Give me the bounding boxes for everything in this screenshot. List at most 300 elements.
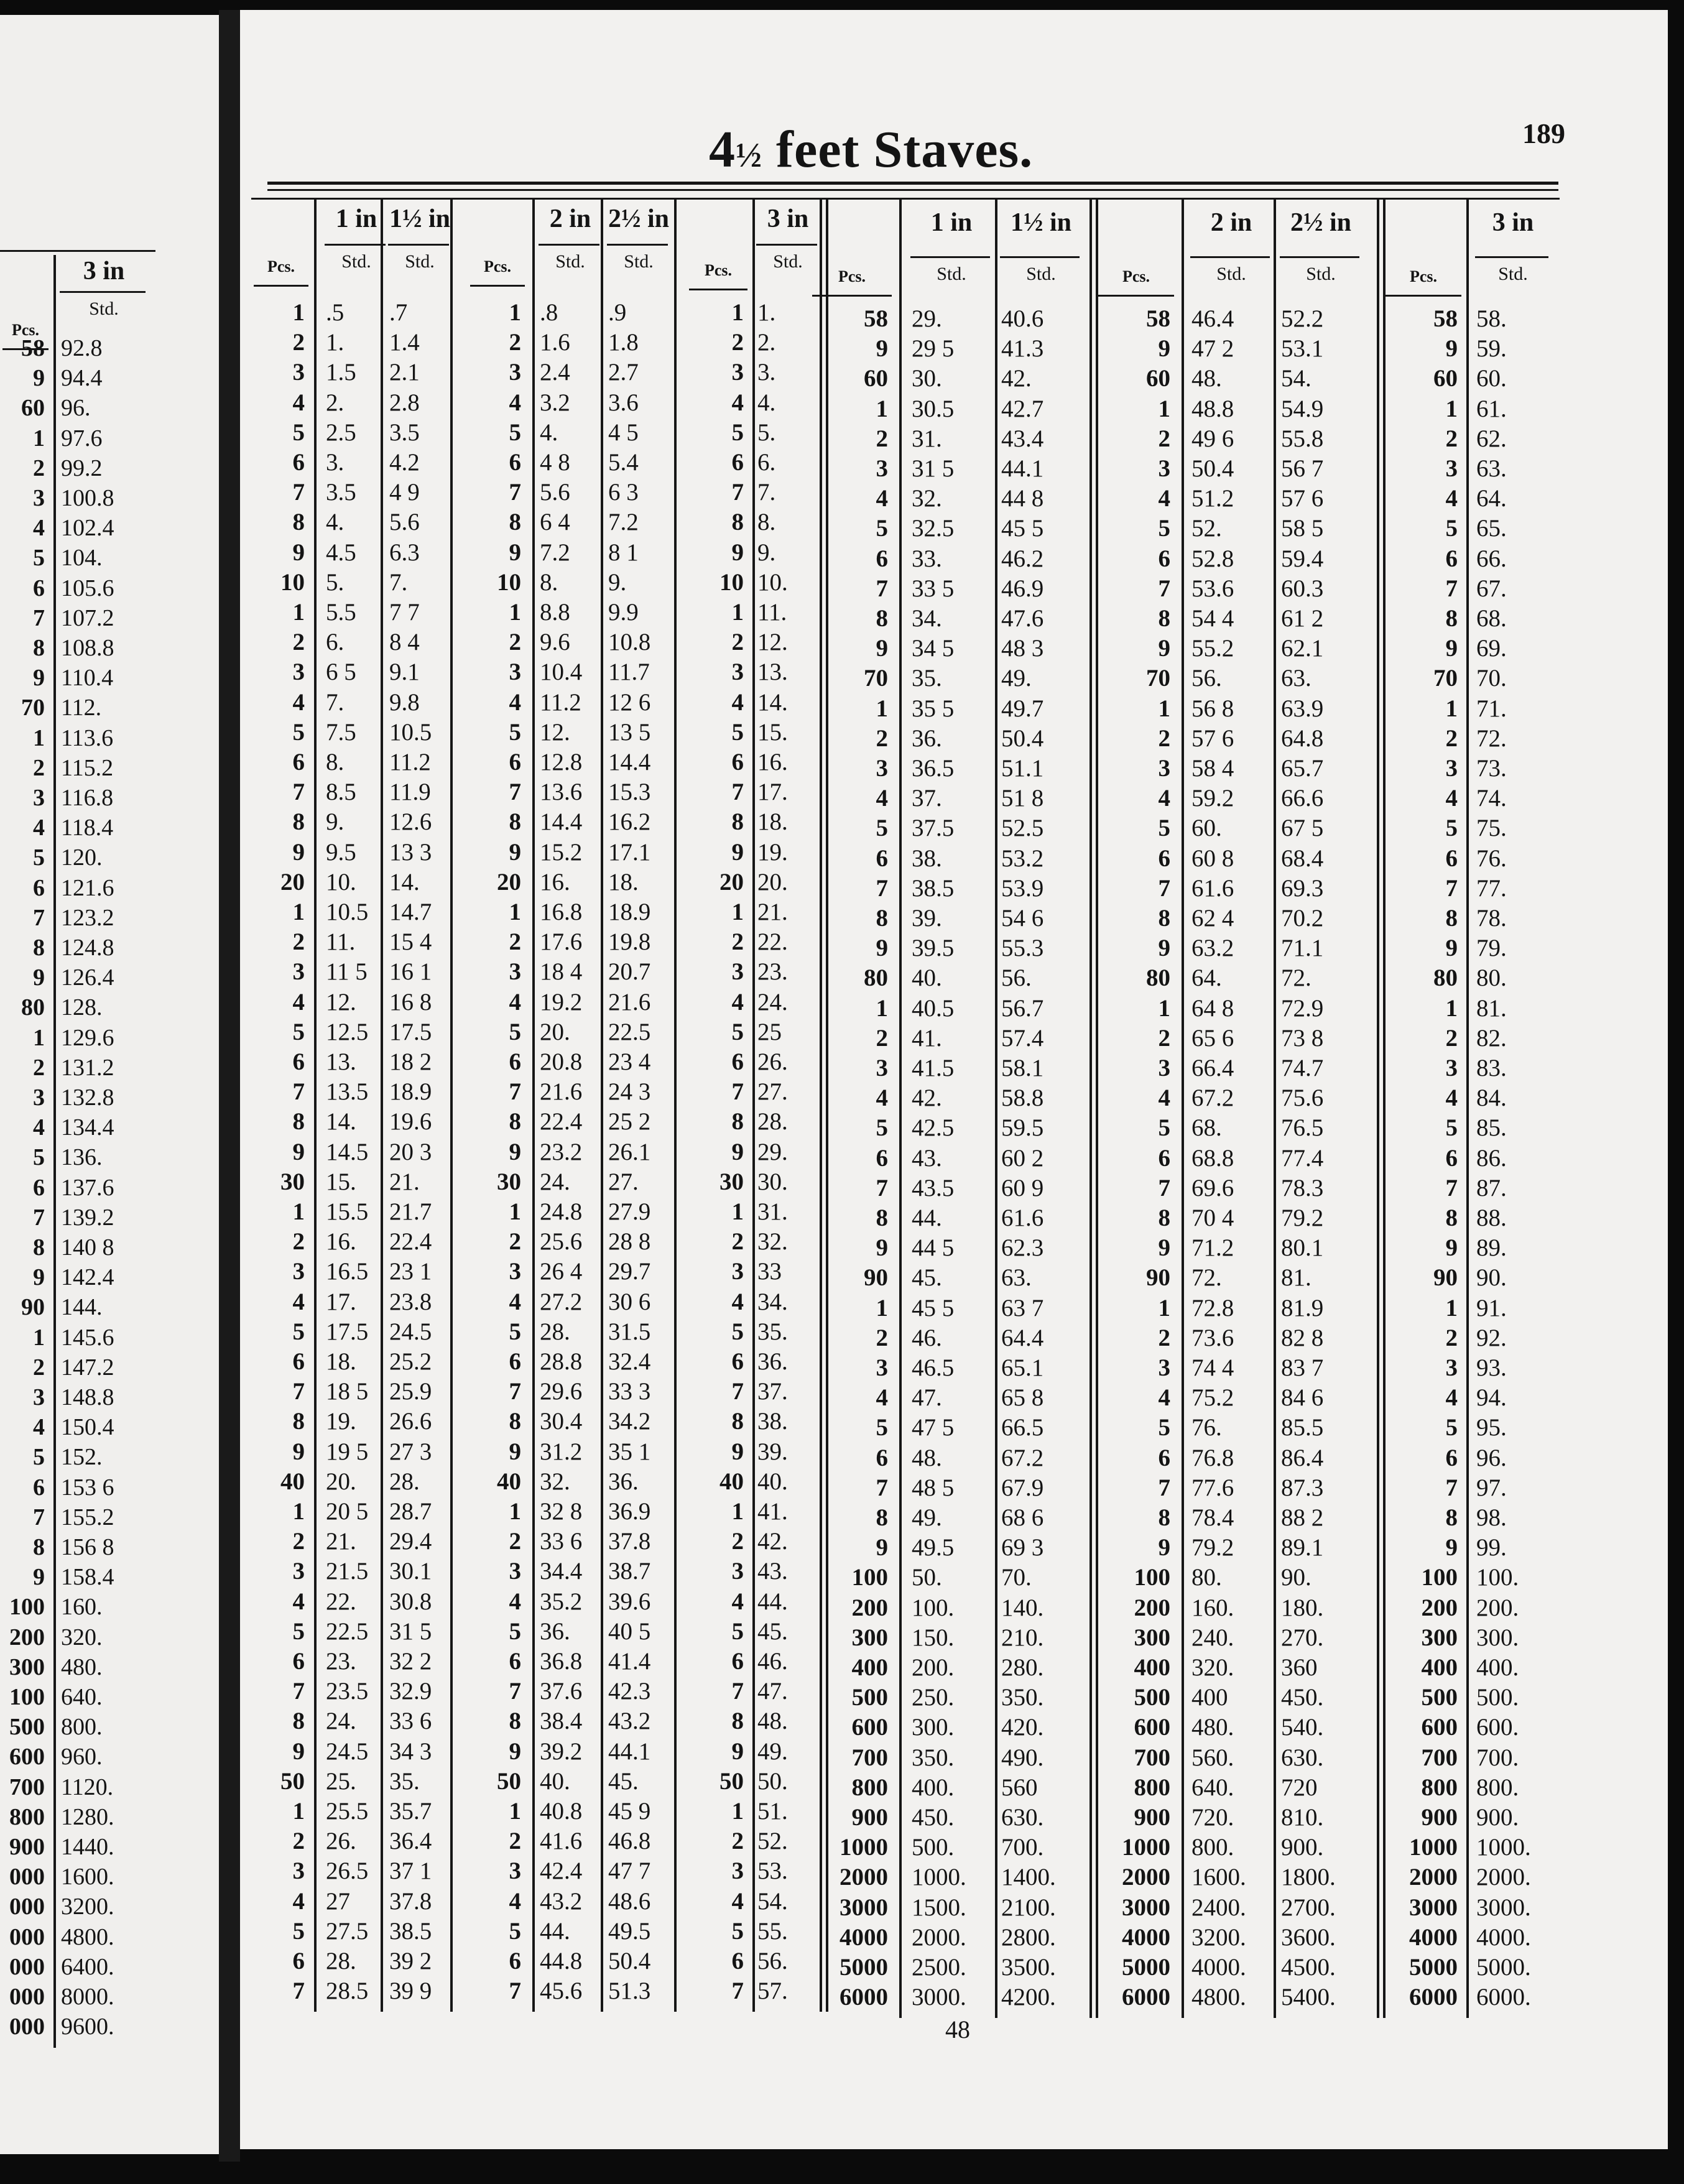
standard-value-cell: 8000. (61, 1984, 114, 2010)
table_d-std-subheader: Std. (937, 264, 966, 284)
standard-value-cell: 29. (912, 305, 942, 332)
pieces-cell: 50 (497, 1767, 521, 1795)
standard-value-cell: 3200. (61, 1894, 114, 1920)
standard-value-cell: 80.1 (1281, 1234, 1324, 1262)
standard-value-cell: 47 2 (1191, 335, 1234, 363)
standard-value-cell: 12.6 (389, 808, 432, 836)
pieces-cell: 2 (876, 425, 888, 452)
pieces-cell: 1000 (840, 1834, 888, 1861)
pieces-cell: 200 (1421, 1594, 1458, 1621)
standard-value-cell: 68. (1191, 1114, 1222, 1142)
pieces-cell: 5 (509, 718, 521, 746)
standard-value-cell: 147.2 (61, 1354, 114, 1381)
standard-value-cell: 450. (1281, 1684, 1324, 1711)
pieces-cell: 2 (509, 629, 521, 656)
pieces-cell: 8 (876, 905, 888, 932)
table_d-column-rule (899, 198, 902, 2018)
standard-value-cell: 64. (1191, 965, 1222, 992)
pieces-cell: 6 (1158, 844, 1170, 872)
standard-value-cell: 73.6 (1191, 1324, 1234, 1351)
footer-signature: 48 (945, 2015, 970, 2043)
standard-value-cell: 65. (1476, 515, 1507, 542)
pieces-cell: 3 (876, 455, 888, 482)
pieces-cell: 5000 (840, 1954, 888, 1981)
pieces-cell: 9 (509, 1138, 521, 1165)
standard-value-cell: 28. (540, 1318, 570, 1345)
pieces-cell: 6 (33, 874, 45, 901)
standard-value-cell: 6. (326, 629, 345, 656)
standard-value-cell: 23. (326, 1648, 356, 1675)
pieces-cell: 40 (497, 1468, 521, 1495)
pieces-cell: 7 (731, 779, 744, 806)
standard-value-cell: 41.6 (540, 1828, 583, 1855)
pieces-cell: 9 (33, 965, 45, 991)
standard-value-cell: 83. (1476, 1055, 1507, 1081)
standard-value-cell: 28.7 (389, 1498, 432, 1525)
standard-value-cell: 20.8 (540, 1048, 583, 1075)
standard-value-cell: 79.2 (1191, 1534, 1234, 1562)
standard-value-cell: 16.2 (608, 808, 651, 836)
standard-value-cell: 72. (1476, 724, 1507, 752)
standard-value-cell: 37. (912, 785, 942, 812)
pieces-cell: 2 (876, 1324, 888, 1351)
table_e-header-underline (1280, 256, 1359, 258)
standard-value-cell: 54 4 (1191, 605, 1234, 632)
standard-value-cell: 39. (757, 1438, 788, 1465)
standard-value-cell: 34.2 (608, 1408, 651, 1435)
standard-value-cell: 116.8 (61, 785, 114, 811)
standard-value-cell: 400. (912, 1774, 955, 1801)
standard-value-cell: 2.7 (608, 359, 639, 386)
standard-value-cell: 92. (1476, 1324, 1507, 1351)
standard-value-cell: 18. (326, 1348, 356, 1375)
standard-value-cell: 6 3 (608, 479, 639, 506)
standard-value-cell: 14. (326, 1108, 356, 1136)
pieces-cell: 1 (731, 299, 744, 326)
standard-value-cell: 42.3 (608, 1678, 651, 1705)
standard-value-cell: 42. (1001, 365, 1032, 392)
standard-value-cell: 63. (1001, 1264, 1032, 1292)
standard-value-cell: 33 6 (540, 1528, 583, 1555)
standard-value-cell: 69 3 (1001, 1534, 1044, 1562)
pieces-cell: 9 (1445, 935, 1458, 962)
standard-value-cell: 77.4 (1281, 1144, 1324, 1172)
standard-value-cell: 400 (1191, 1684, 1228, 1711)
pieces-cell: 3 (1445, 1055, 1458, 1081)
standard-value-cell: 60 9 (1001, 1174, 1044, 1201)
standard-value-cell: 28 8 (608, 1228, 651, 1256)
pieces-cell: 9 (1445, 635, 1458, 662)
standard-value-cell: 1000. (1476, 1834, 1531, 1861)
table_a-size-header: 1 in (335, 205, 377, 233)
table_f-pcs-underline (1386, 295, 1461, 297)
standard-value-cell: 81.9 (1281, 1294, 1324, 1321)
pieces-cell: 4 (33, 815, 45, 841)
standard-value-cell: 17. (326, 1288, 356, 1315)
pieces-cell: 9 (292, 838, 305, 866)
standard-value-cell: 21. (389, 1168, 420, 1195)
standard-value-cell: 35 1 (608, 1438, 651, 1465)
pieces-cell: 700 (1421, 1744, 1458, 1771)
pieces-cell: 1 (292, 599, 305, 626)
standard-value-cell: 38. (757, 1408, 788, 1435)
standard-value-cell: 60 8 (1191, 844, 1234, 872)
standard-value-cell: 5.6 (540, 479, 570, 506)
pieces-cell: 4000 (1409, 1923, 1458, 1951)
pieces-cell: 70 (864, 665, 888, 692)
standard-value-cell: 8. (540, 568, 558, 596)
standard-value-cell: 50.4 (1191, 455, 1234, 482)
standard-value-cell: 44. (540, 1917, 570, 1945)
pieces-cell: 4000 (840, 1923, 888, 1951)
standard-value-cell: 2.8 (389, 389, 420, 416)
table_b-header-underline (539, 244, 599, 246)
standard-value-cell: 320. (61, 1624, 103, 1650)
table_b-size-header: 2½ in (608, 205, 670, 233)
standard-value-cell: 6400. (61, 1953, 114, 1980)
standard-value-cell: 2100. (1001, 1894, 1056, 1921)
standard-value-cell: 8 4 (389, 629, 420, 656)
pieces-cell: 3 (1158, 755, 1170, 782)
pieces-cell: 58 (864, 305, 888, 332)
standard-value-cell: 12.5 (326, 1018, 369, 1045)
pieces-cell: 5000 (1122, 1954, 1170, 1981)
pieces-cell: 2 (1158, 425, 1170, 452)
pieces-cell: 4 (292, 1887, 305, 1915)
pieces-cell: 1 (876, 695, 888, 722)
standard-value-cell: .5 (326, 299, 345, 326)
pieces-cell: 6 (731, 1048, 744, 1075)
table-header-top-rule (251, 198, 821, 200)
standard-value-cell: 10. (326, 868, 356, 895)
standard-value-cell: 24.5 (389, 1318, 432, 1345)
table_c-header-underline (756, 244, 817, 246)
standard-value-cell: 40. (912, 965, 942, 992)
pieces-cell: 8 (731, 808, 744, 836)
standard-value-cell: .8 (540, 299, 558, 326)
standard-value-cell: 70.2 (1281, 905, 1324, 932)
table_d-column-rule (995, 198, 997, 2018)
table_d-header-underline (910, 256, 990, 258)
standard-value-cell: 480. (61, 1654, 103, 1680)
standard-value-cell: 59. (1476, 335, 1507, 363)
standard-value-cell: 8. (757, 509, 776, 536)
standard-value-cell: 5.5 (326, 599, 356, 626)
pieces-cell: 60 (1433, 365, 1458, 392)
standard-value-cell: 45 5 (912, 1294, 955, 1321)
standard-value-cell: 54.9 (1281, 395, 1324, 422)
pieces-cell: 8 (292, 509, 305, 536)
standard-value-cell: 94. (1476, 1384, 1507, 1412)
standard-value-cell: 600. (1476, 1714, 1519, 1741)
pieces-cell: 4 (876, 485, 888, 512)
standard-value-cell: 630. (1281, 1744, 1324, 1771)
pieces-cell: 7 (1158, 874, 1170, 902)
pieces-cell: 7 (292, 1678, 305, 1705)
standard-value-cell: 62.3 (1001, 1234, 1044, 1262)
pieces-cell: 5 (292, 1617, 305, 1645)
standard-value-cell: 5400. (1281, 1984, 1336, 2011)
standard-value-cell: 21.6 (608, 988, 651, 1016)
standard-value-cell: 78. (1476, 905, 1507, 932)
standard-value-cell: 41.4 (608, 1648, 651, 1675)
left_fragment-header-underline (60, 291, 146, 293)
standard-value-cell: 44. (757, 1588, 788, 1615)
pieces-cell: 9 (876, 335, 888, 363)
pieces-cell: 58 (21, 335, 45, 361)
pieces-cell: 5 (33, 545, 45, 571)
standard-value-cell: 150. (912, 1624, 955, 1651)
pieces-cell: 1 (1158, 395, 1170, 422)
table_a-column-rule (450, 198, 453, 2012)
standard-value-cell: 2000. (1476, 1864, 1531, 1891)
standard-value-cell: 89. (1476, 1234, 1507, 1262)
pieces-cell: 4 (292, 1288, 305, 1315)
standard-value-cell: 5. (757, 419, 776, 446)
standard-value-cell: 18.9 (608, 899, 651, 925)
standard-value-cell: 540. (1281, 1714, 1324, 1741)
standard-value-cell: 67.2 (1191, 1085, 1234, 1112)
standard-value-cell: 55.2 (1191, 635, 1234, 662)
standard-value-cell: 9. (757, 539, 776, 566)
standard-value-cell: 53.6 (1191, 575, 1234, 602)
standard-value-cell: 36.4 (389, 1828, 432, 1855)
standard-value-cell: 12. (326, 988, 356, 1016)
table_d-pcs-underline (812, 295, 892, 297)
standard-value-cell: 68. (1476, 605, 1507, 632)
pieces-cell: 500 (1421, 1684, 1458, 1711)
title-rule-top (267, 182, 1558, 185)
pieces-cell: 4 (876, 1384, 888, 1412)
standard-value-cell: 20 3 (389, 1138, 432, 1165)
pieces-cell: 50 (719, 1767, 744, 1795)
pieces-cell: 100 (9, 1684, 45, 1710)
standard-value-cell: 34.4 (540, 1558, 583, 1585)
standard-value-cell: 1800. (1281, 1864, 1336, 1891)
standard-value-cell: 93. (1476, 1354, 1507, 1381)
standard-value-cell: 1500. (912, 1894, 966, 1921)
pieces-cell: 4 (876, 785, 888, 812)
standard-value-cell: 250. (912, 1684, 955, 1711)
pieces-cell: 1 (876, 395, 888, 422)
standard-value-cell: 21.7 (389, 1198, 432, 1225)
pieces-cell: 8 (33, 1534, 45, 1560)
standard-value-cell: 24.8 (540, 1198, 583, 1225)
pieces-cell: 40 (719, 1468, 744, 1495)
page-title: 4½ feet Staves. (709, 121, 1034, 178)
pieces-cell: 1 (876, 994, 888, 1022)
pieces-cell: 6 (33, 1474, 45, 1501)
pieces-cell: 60 (21, 395, 45, 422)
pieces-cell: 4 (1158, 1085, 1170, 1112)
standard-value-cell: 105.6 (61, 575, 114, 601)
standard-value-cell: 29 5 (912, 335, 955, 363)
standard-value-cell: 150.4 (61, 1414, 114, 1441)
pieces-cell: 8 (1158, 1504, 1170, 1531)
standard-value-cell: 51.1 (1001, 755, 1044, 782)
pieces-cell: 7 (33, 904, 45, 931)
pieces-cell: 10 (719, 568, 744, 596)
pieces-cell: 5 (509, 419, 521, 446)
standard-value-cell: 115.2 (61, 754, 114, 781)
standard-value-cell: 81. (1281, 1264, 1312, 1292)
pieces-cell: 9 (731, 838, 744, 866)
standard-value-cell: 102.4 (61, 515, 114, 542)
pieces-cell: 9 (876, 1534, 888, 1562)
pieces-cell: 20 (719, 868, 744, 895)
standard-value-cell: 124.8 (61, 935, 114, 961)
pieces-cell: 7 (509, 1978, 521, 2005)
standard-value-cell: 3500. (1001, 1954, 1056, 1981)
standard-value-cell: 4. (540, 419, 558, 446)
pieces-cell: 3 (1158, 455, 1170, 482)
table_c-std-subheader: Std. (773, 251, 803, 272)
standard-value-cell: 50.4 (1001, 724, 1044, 752)
pieces-cell: 2 (292, 329, 305, 356)
table_e-header-underline (1190, 256, 1270, 258)
pieces-cell: 6 (292, 749, 305, 775)
standard-value-cell: 11.2 (540, 688, 581, 716)
standard-value-cell: 2700. (1281, 1894, 1336, 1921)
title-rule-bottom (267, 189, 1558, 191)
pieces-cell: 400 (851, 1654, 888, 1681)
standard-value-cell: 37.6 (540, 1678, 583, 1705)
standard-value-cell: 26.1 (608, 1138, 651, 1165)
pieces-cell: 2 (292, 1228, 305, 1256)
standard-value-cell: 13.6 (540, 779, 583, 806)
standard-value-cell: 155.2 (61, 1504, 114, 1530)
standard-value-cell: 153 6 (61, 1474, 114, 1501)
standard-value-cell: 86.4 (1281, 1444, 1324, 1471)
standard-value-cell: 68 6 (1001, 1504, 1044, 1531)
pieces-cell: 8 (292, 808, 305, 836)
standard-value-cell: 44.8 (540, 1948, 583, 1974)
standard-value-cell: 27.2 (540, 1288, 583, 1315)
pieces-cell: 20 (497, 868, 521, 895)
standard-value-cell: 6000. (1476, 1984, 1531, 2011)
standard-value-cell: 40.6 (1001, 305, 1044, 332)
pieces-cell: 8 (1445, 905, 1458, 932)
standard-value-cell: 38.5 (389, 1917, 432, 1945)
standard-value-cell: 28. (757, 1108, 788, 1136)
pieces-cell: 4 (1158, 485, 1170, 512)
pieces-cell: 1000 (1409, 1834, 1458, 1861)
standard-value-cell: 62. (1476, 425, 1507, 452)
standard-value-cell: 41. (757, 1498, 788, 1525)
pieces-cell: 3 (33, 785, 45, 811)
standard-value-cell: 18.9 (389, 1078, 432, 1106)
standard-value-cell: 64. (1476, 485, 1507, 512)
standard-value-cell: 9.9 (608, 599, 639, 626)
standard-value-cell: 34 3 (389, 1737, 432, 1765)
standard-value-cell: 113.6 (61, 724, 114, 751)
standard-value-cell: 84. (1476, 1085, 1507, 1112)
standard-value-cell: 26.5 (326, 1858, 369, 1885)
standard-value-cell: 22.5 (608, 1018, 651, 1045)
pieces-cell: 6 (876, 1144, 888, 1172)
standard-value-cell: 13 5 (608, 718, 651, 746)
standard-value-cell: 1000. (912, 1864, 966, 1891)
pieces-cell: 1 (731, 599, 744, 626)
pieces-cell: 2 (731, 1528, 744, 1555)
standard-value-cell: 960. (61, 1744, 103, 1770)
pieces-cell: 6000 (1122, 1984, 1170, 2011)
standard-value-cell: 100.8 (61, 485, 114, 511)
standard-value-cell: 27.5 (326, 1917, 369, 1945)
standard-value-cell: 75.2 (1191, 1384, 1234, 1412)
standard-value-cell: 1600. (1191, 1864, 1246, 1891)
standard-value-cell: 19. (757, 838, 788, 866)
pieces-cell: 6 (731, 449, 744, 476)
standard-value-cell: 14.4 (608, 749, 651, 775)
table_d-pcs-header: Pcs. (838, 267, 866, 285)
standard-value-cell: 3000. (912, 1984, 966, 2011)
standard-value-cell: 36. (757, 1348, 788, 1375)
standard-value-cell: 33. (912, 545, 942, 572)
pieces-cell: 9 (509, 1737, 521, 1765)
standard-value-cell: 4 5 (608, 419, 639, 446)
pieces-cell: 5 (731, 1617, 744, 1645)
standard-value-cell: 48.8 (1191, 395, 1234, 422)
pieces-cell: 5 (33, 1444, 45, 1471)
standard-value-cell: 41.3 (1001, 335, 1044, 363)
standard-value-cell: 63. (1476, 455, 1507, 482)
standard-value-cell: 89.1 (1281, 1534, 1324, 1562)
standard-value-cell: 15. (326, 1168, 356, 1195)
standard-value-cell: 55.8 (1281, 425, 1324, 452)
pieces-cell: 4 (509, 389, 521, 416)
standard-value-cell: 37.8 (608, 1528, 651, 1555)
standard-value-cell: 10.4 (540, 659, 583, 686)
standard-value-cell: 40.8 (540, 1798, 583, 1825)
standard-value-cell: 2000. (912, 1923, 966, 1951)
pieces-cell: 6 (509, 449, 521, 476)
pieces-cell: 7 (731, 1678, 744, 1705)
pieces-cell: 000 (9, 2014, 45, 2040)
pieces-cell: 8 (509, 1708, 521, 1735)
standard-value-cell: 300. (1476, 1624, 1519, 1651)
pieces-cell: 6 (509, 1948, 521, 1974)
standard-value-cell: 18 4 (540, 958, 583, 986)
pieces-cell: 20 (280, 868, 305, 895)
table_d-std-subheader: Std. (1026, 264, 1056, 284)
standard-value-cell: 142.4 (61, 1264, 114, 1291)
standard-value-cell: 132.8 (61, 1085, 114, 1111)
standard-value-cell: 46.5 (912, 1354, 955, 1381)
standard-value-cell: 31.5 (608, 1318, 651, 1345)
standard-value-cell: 22.4 (540, 1108, 583, 1136)
standard-value-cell: 69. (1476, 635, 1507, 662)
pieces-cell: 5 (1445, 1414, 1458, 1441)
standard-value-cell: 30. (912, 365, 942, 392)
standard-value-cell: 34. (757, 1288, 788, 1315)
pieces-cell: 5 (33, 844, 45, 871)
pieces-cell: 5 (33, 1144, 45, 1171)
pieces-cell: 7 (1158, 575, 1170, 602)
pieces-cell: 6 (509, 1048, 521, 1075)
standard-value-cell: 82 8 (1281, 1324, 1324, 1351)
standard-value-cell: 23.5 (326, 1678, 369, 1705)
standard-value-cell: 800. (1476, 1774, 1519, 1801)
standard-value-cell: 24.5 (326, 1737, 369, 1765)
standard-value-cell: 31. (912, 425, 942, 452)
standard-value-cell: 145.6 (61, 1324, 114, 1351)
pieces-cell: 6 (292, 1048, 305, 1075)
standard-value-cell: 9. (326, 808, 345, 836)
standard-value-cell: 6. (757, 449, 776, 476)
pieces-cell: 6 (1445, 1144, 1458, 1172)
standard-value-cell: 13. (757, 659, 788, 686)
